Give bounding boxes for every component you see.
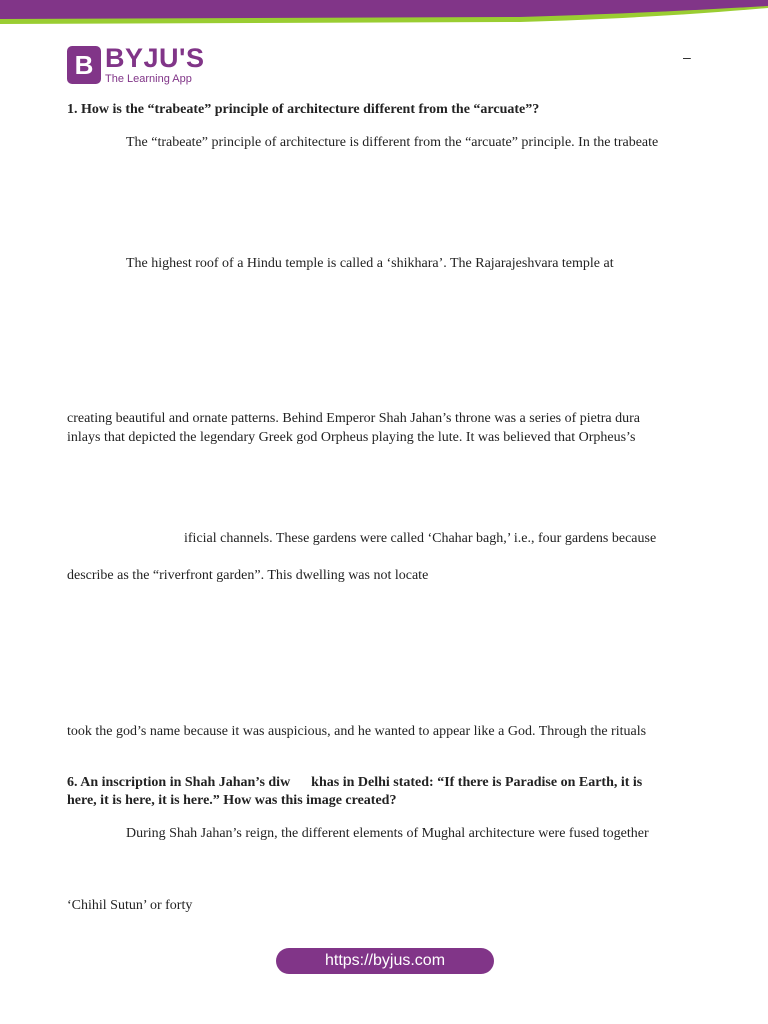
website-link-text: https://byjus.com: [324, 952, 446, 969]
logo-tagline: The Learning App: [105, 73, 192, 85]
byjus-logo: [67, 44, 204, 86]
logo-badge: [67, 46, 101, 84]
question-6-answer: During Shah Jahan’s reign, the different elements of Mughal architecture were fused together: [126, 826, 649, 841]
question-1-answer: The “trabeate” principle of architecture is different from the “arcuate” principle. In the trabeate: [126, 135, 659, 150]
logo-name: BYJU'S: [105, 43, 205, 73]
website-link-button[interactable]: [276, 948, 494, 974]
question-6-heading-line-2: here, it is here, it is here.” How was this image created?: [67, 793, 397, 808]
question-1-heading: 1. How is the “trabeate” principle of architecture different from the “arcuate”?: [67, 102, 540, 117]
logo-letter: B: [74, 49, 94, 80]
paragraph-pietra-dura-line-2: inlays that depicted the legendary Greek god Orpheus playing the lute. It was believed that Orpheus’s: [67, 430, 636, 445]
paragraph-gods-name: took the god’s name because it was auspicious, and he wanted to appear like a God. Through the rituals: [67, 724, 647, 739]
question-6-heading-line-1: 6. An inscription in Shah Jahan’s diw khas in Delhi stated: “If there is Paradise on Earth, it is: [67, 775, 643, 790]
corner-mark: –: [683, 49, 691, 65]
header-band: [0, 0, 768, 30]
paragraph-shikhara: The highest roof of a Hindu temple is called a ‘shikhara’. The Rajarajeshvara temple at: [126, 256, 614, 271]
paragraph-chahar-bagh: ificial channels. These gardens were called ‘Chahar bagh,’ i.e., four gardens because: [184, 531, 657, 546]
paragraph-chihil-sutun: ‘Chihil Sutun’ or forty: [67, 898, 193, 913]
paragraph-pietra-dura-line-1: creating beautiful and ornate patterns. Behind Emperor Shah Jahan’s throne was a series of pietra dura: [67, 411, 641, 426]
paragraph-riverfront-garden: describe as the “riverfront garden”. This dwelling was not locate: [67, 568, 429, 583]
